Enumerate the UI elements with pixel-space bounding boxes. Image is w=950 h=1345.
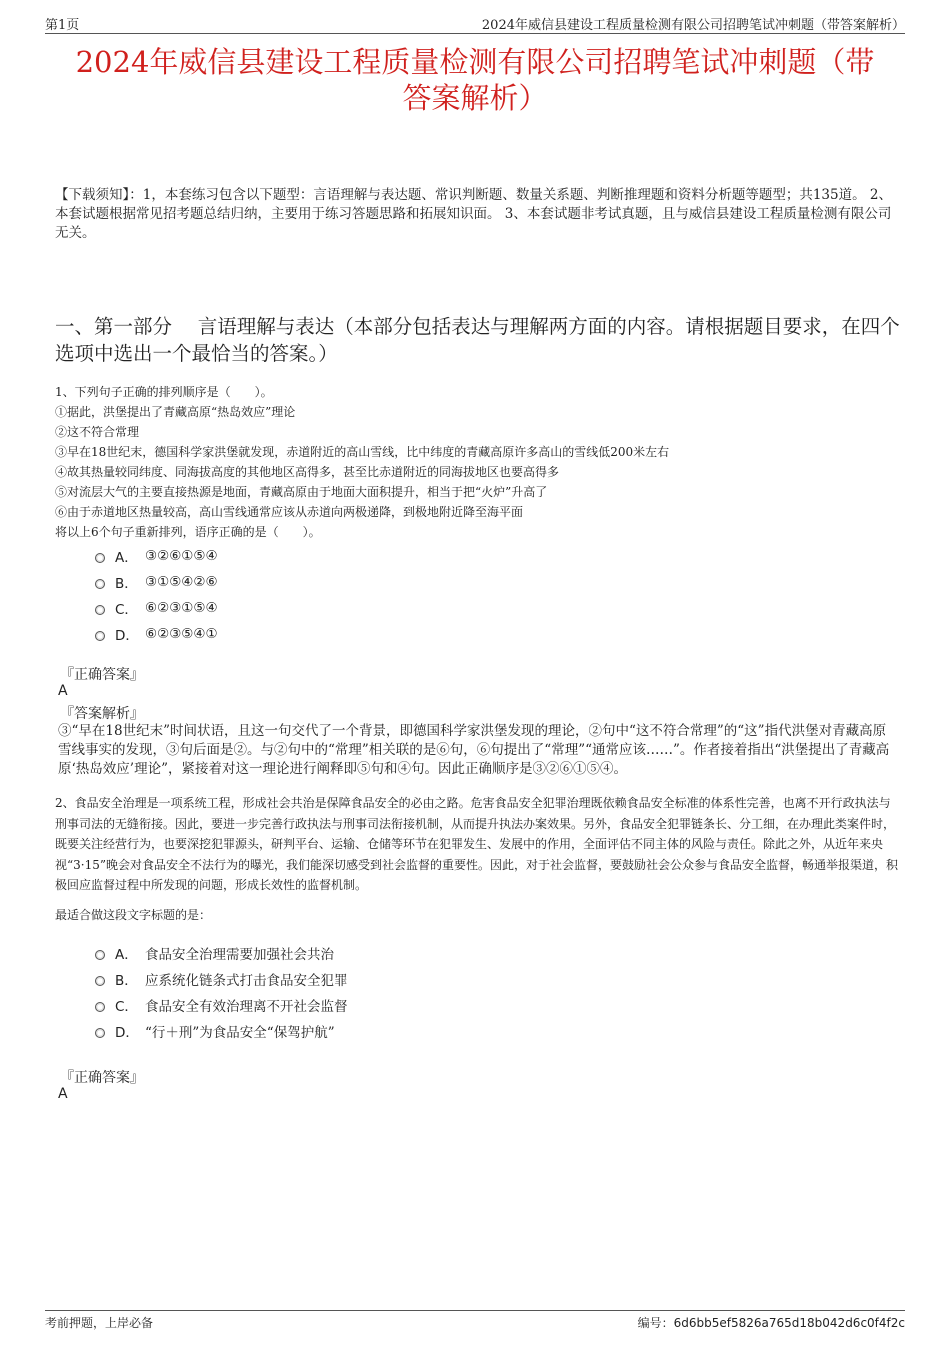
option-letter: C． bbox=[115, 602, 138, 618]
option-text: “行＋刑”为食品安全“保驾护航” bbox=[145, 1025, 335, 1041]
option-letter: B． bbox=[115, 576, 138, 592]
option-letter: C． bbox=[115, 999, 138, 1015]
question-2-passage: 2、食品安全治理是一项系统工程，形成社会共治是保障食品安全的必由之路。危害食品安全犯罪治理既依赖食品安全标准的体系性完善，也离不开行政执法与刑事司法的无缝衔接。因此，要进一步完善行政执法与刑事司法衔接机制，从而提升执法办案效果。另外，食品安全犯罪链条长、分工细，在办理此类案件时，既要关注经营行为，也要深挖犯罪源头，研判平台、运输、仓储等环节在犯罪发生、发展中的作用，全面评估不同主体的风险与责任。除此之外，从近年来央视“3·15”晚会对食品安全不法行为的曝光，我们能深切感受到社会监督的重要性。因此，对于社会监督，要鼓励社会公众参与食品安全监督，畅通举报渠道，积极回应监督过程中所发现的问题，形成长效性的监督机制。 bbox=[55, 796, 898, 892]
section-heading: 一、第一部分 言语理解与表达（本部分包括表达与理解两方面的内容。请根据题目要求，在四个选项中选出一个最恰当的答案。） bbox=[55, 315, 900, 365]
radio-icon[interactable] bbox=[95, 631, 105, 641]
radio-icon[interactable] bbox=[95, 553, 105, 563]
footer-code bbox=[638, 1314, 905, 1331]
document-title-line2: 答案解析） bbox=[402, 81, 548, 115]
correct-answer-value: A bbox=[58, 1086, 68, 1102]
correct-answer-label: 『正确答案』 bbox=[60, 1070, 144, 1086]
radio-icon[interactable] bbox=[95, 1028, 105, 1038]
radio-icon[interactable] bbox=[95, 950, 105, 960]
option-d[interactable] bbox=[95, 621, 218, 647]
option-text: ⑥②③①⑤④ bbox=[145, 600, 218, 616]
footer-rule bbox=[45, 1310, 905, 1311]
running-header-title: 2024年威信县建设工程质量检测有限公司招聘笔试冲刺题（带答案解析） bbox=[481, 18, 905, 33]
option-letter: A． bbox=[115, 947, 138, 963]
option-text: 应系统化链条式打击食品安全犯罪 bbox=[145, 973, 348, 989]
option-text: 食品安全有效治理离不开社会监督 bbox=[145, 999, 348, 1015]
q1-line: ⑥由于赤道地区热量较高，高山雪线通常应该从赤道向两极递降，到极地附近降至海平面 bbox=[55, 505, 524, 519]
option-text: 食品安全治理需要加强社会共治 bbox=[145, 947, 334, 963]
option-b[interactable] bbox=[95, 569, 218, 595]
analysis-label: 『答案解析』 bbox=[60, 706, 144, 722]
footer-code-label: 编号： bbox=[637, 1316, 674, 1330]
option-a[interactable] bbox=[95, 940, 348, 966]
document-title bbox=[50, 44, 900, 116]
question-2-options bbox=[95, 940, 348, 1044]
answer-analysis: ③“早在18世纪末”时间状语，且这一句交代了一个背景，即德国科学家洪堡发现的理论，②句中“这不符合常理”的“这”指代洪堡对青藏高原雪线事实的发现，③句后面是②。与②句中的“常理”相关联的是⑥句，⑥句提出了“常理”“通常应该……”。作者接着指出“洪堡提出了青藏高原‘热岛效应’理论”，紧接着对这一理论进行阐释即⑤句和④句。因此正确顺序是③②⑥①⑤④。 bbox=[58, 723, 890, 777]
question-1-options bbox=[95, 543, 218, 647]
option-letter: D． bbox=[115, 1025, 139, 1041]
option-text: ③①⑤④②⑥ bbox=[145, 574, 218, 590]
question-2-prompt: 最适合做这段文字标题的是： bbox=[55, 908, 212, 922]
option-c[interactable] bbox=[95, 992, 348, 1018]
option-b[interactable] bbox=[95, 966, 348, 992]
document-title-line1: 2024年威信县建设工程质量检测有限公司招聘笔试冲刺题（带 bbox=[75, 45, 875, 79]
option-d[interactable] bbox=[95, 1018, 348, 1044]
q1-line: ④故其热量较同纬度、同海拔高度的其他地区高得多，甚至比赤道附近的同海拔地区也要高得多 bbox=[55, 465, 560, 479]
option-c[interactable] bbox=[95, 595, 218, 621]
download-notice: 【下载须知】：1，本套练习包含以下题型：言语理解与表达题、常识判断题、数量关系题、判断推理题和资料分析题等题型；共135道。 2、本套试题根据常见招考题总结归纳，主要用于练习答题思路和拓展知识面。 3、本套试题非考试真题，且与威信县建设工程质量检测有限公司无关。 bbox=[55, 187, 892, 241]
option-letter: D． bbox=[115, 628, 139, 644]
correct-answer-label: 『正确答案』 bbox=[60, 667, 144, 683]
option-text: ③②⑥①⑤④ bbox=[145, 548, 218, 564]
footer-slogan: 考前押题，上岸必备 bbox=[45, 1316, 154, 1330]
q1-line: ①据此，洪堡提出了青藏高原“热岛效应”理论 bbox=[55, 405, 296, 419]
footer-code-value: 6d6bb5ef5826a765d18b042d6c0f4f2c bbox=[673, 1316, 905, 1330]
option-a[interactable] bbox=[95, 543, 218, 569]
q1-line: 将以上6个句子重新排列，语序正确的是（ ）。 bbox=[55, 525, 321, 539]
question-1-stem bbox=[55, 382, 905, 542]
radio-icon[interactable] bbox=[95, 976, 105, 986]
page-number: 第1页 bbox=[45, 18, 80, 33]
q1-line: 1、下列句子正确的排列顺序是（ ）。 bbox=[55, 385, 273, 399]
q1-line: ③早在18世纪末，德国科学家洪堡就发现，赤道附近的高山雪线，比中纬度的青藏高原许多高山的雪线低200米左右 bbox=[55, 445, 670, 459]
radio-icon[interactable] bbox=[95, 1002, 105, 1012]
correct-answer-value: A bbox=[58, 683, 68, 699]
option-text: ⑥②③⑤④① bbox=[145, 626, 218, 642]
radio-icon[interactable] bbox=[95, 579, 105, 589]
header-rule bbox=[45, 33, 905, 34]
option-letter: B． bbox=[115, 973, 138, 989]
q1-line: ⑤对流层大气的主要直接热源是地面，青藏高原由于地面大面积提升，相当于把“火炉”升高了 bbox=[55, 485, 548, 499]
radio-icon[interactable] bbox=[95, 605, 105, 615]
option-letter: A． bbox=[115, 550, 138, 566]
q1-line: ②这不符合常理 bbox=[55, 425, 140, 439]
